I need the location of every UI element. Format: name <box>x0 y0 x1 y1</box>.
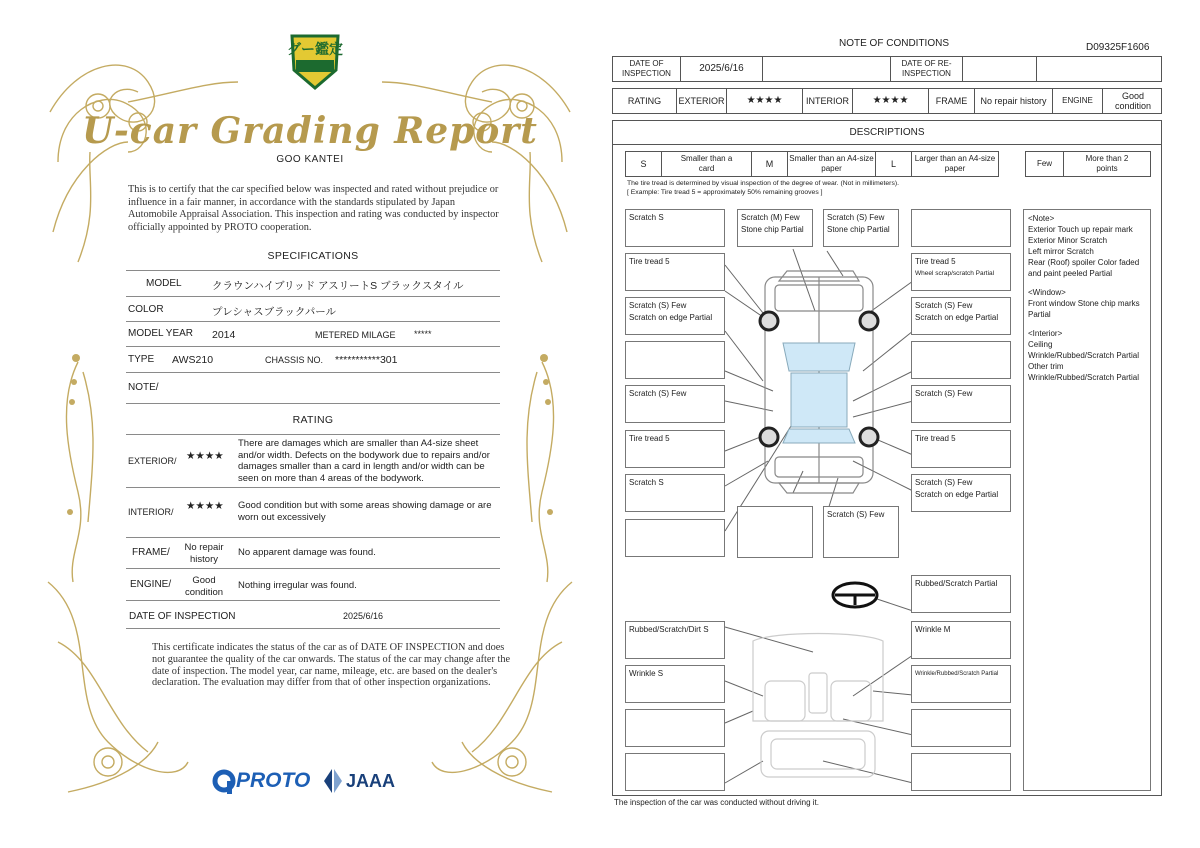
model-year-value: 2014 <box>212 329 236 341</box>
damage-box: Wrinkle M <box>911 621 1011 659</box>
interior-label: INTERIOR <box>803 89 853 113</box>
date-row <box>612 56 1162 82</box>
damage-box: Rubbed/Scratch Partial <box>911 575 1011 613</box>
damage-box <box>737 506 813 558</box>
note-line: Exterior Minor Scratch <box>1028 236 1108 245</box>
exterior-label: EXTERIOR <box>677 89 727 113</box>
divider <box>126 346 500 347</box>
note-label: NOTE/ <box>128 382 159 393</box>
damage-box: Scratch (S) Few Scratch on edge Partial <box>625 297 725 335</box>
damage-box: Scratch S <box>625 474 725 512</box>
chassis-value: ***********301 <box>335 354 398 366</box>
damage-box <box>625 341 725 379</box>
note-line: Exterior Touch up repair mark <box>1028 225 1133 234</box>
interior-stars: ★★★★ <box>853 89 929 113</box>
empty-cell <box>1037 57 1163 81</box>
exterior-description: There are damages which are smaller than A4-size sheet and/or width. Defects on the bodywork due to repairs and/or damages smaller than a card in length and/or width can be seen on more than 4 areas of the bodywork. <box>238 438 490 484</box>
interior-label: INTERIOR/ <box>128 507 174 517</box>
divider <box>126 270 500 271</box>
empty-cell <box>963 57 1037 81</box>
divider <box>126 321 500 322</box>
legend-desc: Smaller than a card <box>662 152 752 176</box>
date-value: 2025/6/16 <box>343 611 384 621</box>
exterior-label: EXTERIOR/ <box>128 456 177 466</box>
damage-box <box>911 209 1011 247</box>
divider <box>126 568 500 569</box>
tire-example: [ Example: Tire tread 5 = approximately 50% remaining grooves ] <box>627 189 823 196</box>
window-line: Front window Stone chip marks Partial <box>1028 299 1140 319</box>
interior-line: Wrinkle/Rubbed/Scratch Partial <box>1028 373 1140 382</box>
damage-box <box>625 519 725 557</box>
divider <box>126 628 500 629</box>
engine-label: ENGINE/ <box>130 579 172 590</box>
frame-value: No repair history <box>975 89 1053 113</box>
steering-wheel-icon <box>833 583 877 607</box>
grading-certificate <box>38 22 582 822</box>
damage-box: Rubbed/Scratch/Dirt S <box>625 621 725 659</box>
frame-description: No apparent damage was found. <box>238 547 376 558</box>
damage-box: Scratch S <box>625 209 725 247</box>
damage-line: Wheel scrap/scratch Partial <box>915 270 995 277</box>
damage-box: Scratch (S) Few <box>823 506 899 558</box>
divider <box>126 372 500 373</box>
damage-box <box>911 709 1011 747</box>
damage-box: Scratch (S) Few Scratch on edge Partial <box>911 297 1011 335</box>
legend-desc: Smaller than an A4-size paper <box>788 152 876 176</box>
model-label: MODEL <box>146 278 182 289</box>
note-line: Rear (Roof) spoiler Color faded and paint peeled Partial <box>1028 258 1140 278</box>
tire-note: The tire tread is determined by visual inspection of the degree of wear. (Not in millimeters). <box>627 180 899 187</box>
sheet-title: NOTE OF CONDITIONS <box>839 38 949 49</box>
damage-box: Tire tread 5 <box>911 430 1011 468</box>
damage-box: Scratch (S) Few Stone chip Partial <box>823 209 899 247</box>
mileage-label: METERED MILAGE <box>315 330 396 340</box>
divider <box>126 296 500 297</box>
report-title: U-car Grading Report <box>82 110 538 152</box>
divider <box>126 600 500 601</box>
date-value: 2025/6/16 <box>681 57 763 81</box>
frame-label: FRAME <box>929 89 975 113</box>
logo-text: グー鑑定 <box>287 41 343 57</box>
empty-cell <box>763 57 891 81</box>
engine-description: Nothing irregular was found. <box>238 580 357 591</box>
legend-key: M <box>752 152 788 176</box>
sheet-footer: The inspection of the car was conducted without driving it. <box>614 798 819 807</box>
divider <box>126 434 500 435</box>
proto-logo-text: PROTO <box>236 769 311 792</box>
interior-description: Good condition but with some areas showing damage or are worn out excessively <box>238 500 492 523</box>
report-subtitle: GOO KANTEI <box>276 154 344 165</box>
type-label: TYPE <box>128 354 155 365</box>
specifications-heading: SPECIFICATIONS <box>267 250 359 262</box>
certificate-footer: This certificate indicates the status of the car as of DATE OF INSPECTION and does not guarantee the quality of the car onwards. The status of the car may change after the date of inspection. The model year, car name, mileage, etc. are based on the dealer's declaration. The evaluation may differ from that of other inspection organizations. <box>152 642 511 689</box>
damage-box: Scratch (M) Few Stone chip Partial <box>737 209 813 247</box>
window-heading: <Window> <box>1028 288 1066 297</box>
divider <box>126 487 500 488</box>
engine-label: ENGINE <box>1053 89 1103 113</box>
damage-box <box>625 753 725 791</box>
descriptions-heading: DESCRIPTIONS <box>613 127 1161 145</box>
damage-box: Scratch (S) Few <box>625 385 725 423</box>
divider <box>126 537 500 538</box>
frame-value: No repair history <box>184 542 224 565</box>
interior-stars: ★★★★ <box>186 500 224 512</box>
legend-key: S <box>626 152 662 176</box>
date-label: DATE OF INSPECTION <box>613 57 681 81</box>
exterior-stars: ★★★★ <box>186 450 224 462</box>
color-label: COLOR <box>128 304 164 315</box>
interior-line: Ceiling <box>1028 340 1053 349</box>
proto-logo <box>212 768 312 796</box>
jaaa-logo-text: JAAA <box>346 771 396 791</box>
type-value: AWS210 <box>172 354 214 366</box>
rating-row <box>612 88 1162 114</box>
interior-heading: <Interior> <box>1028 329 1063 338</box>
divider <box>126 403 500 404</box>
color-value: プレシャスブラックパール <box>212 306 337 318</box>
goo-kantei-logo <box>286 30 344 92</box>
rating-label: RATING <box>613 89 677 113</box>
damage-box: Scratch (S) Few Scratch on edge Partial <box>911 474 1011 512</box>
damage-line: Tire tread 5 <box>915 257 956 266</box>
damage-box: Scratch (S) Few <box>911 385 1011 423</box>
legend-key: Few <box>1026 152 1064 176</box>
note-heading: <Note> <box>1028 214 1055 223</box>
interior-line: Wrinkle/Rubbed/Scratch Partial <box>1028 351 1140 360</box>
model-year-label: MODEL YEAR <box>128 328 194 339</box>
exterior-stars: ★★★★ <box>727 89 803 113</box>
note-line: Left mirror Scratch <box>1028 247 1094 256</box>
certificate-intro: This is to certify that the car specified below was inspected and rated without prejudice or influence in a fair manner, in accordance with the standards stipulated by Japan Automobile Appraisal Association. This inspection and rating was conducted by inspector officially appointed by PROTO cooperation. <box>128 184 499 233</box>
document-id: D09325F1606 <box>1086 42 1150 53</box>
engine-value: Good condition <box>184 575 224 598</box>
damage-box <box>911 341 1011 379</box>
model-value: クラウンハイブリッド アスリートS ブラックスタイル <box>212 280 464 292</box>
damage-box: Wrinkle S <box>625 665 725 703</box>
interior-line: Other trim <box>1028 362 1064 371</box>
damage-box <box>911 753 1011 791</box>
mileage-value: ***** <box>414 329 432 339</box>
legend-key: L <box>876 152 912 176</box>
damage-box <box>911 253 1011 291</box>
rating-heading: RATING <box>292 414 334 426</box>
legend-desc: Larger than an A4-size paper <box>914 154 996 173</box>
damage-box <box>625 709 725 747</box>
jaaa-logo <box>322 768 402 796</box>
damage-box: Wrinkle/Rubbed/Scratch Partial <box>911 665 1011 703</box>
legend-desc: More than 2 points <box>1085 154 1129 173</box>
chassis-label: CHASSIS NO. <box>265 355 324 365</box>
damage-box: Tire tread 5 <box>625 253 725 291</box>
frame-label: FRAME/ <box>132 547 170 558</box>
descriptions-panel <box>612 120 1162 796</box>
reinspection-label: DATE OF RE-INSPECTION <box>891 57 963 81</box>
engine-value: Good condition <box>1114 91 1152 111</box>
damage-box: Tire tread 5 <box>625 430 725 468</box>
note-of-conditions-sheet <box>610 36 1166 816</box>
date-label: DATE OF INSPECTION <box>129 611 236 622</box>
